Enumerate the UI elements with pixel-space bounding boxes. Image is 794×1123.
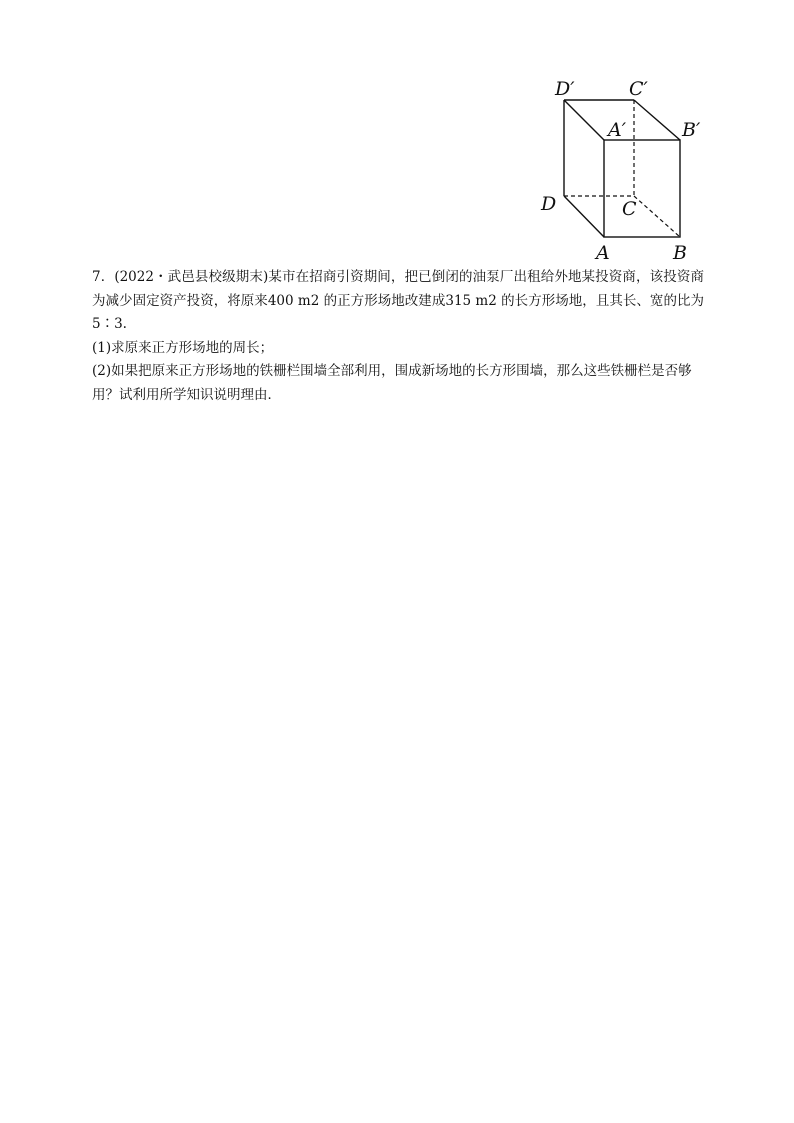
problem-7 (92, 266, 704, 407)
label-a: A (596, 242, 610, 264)
label-d: D (541, 193, 557, 215)
question-2: (2)如果把原来正方形场地的铁栅栏围墙全部利用，围成新场地的长方形围墙，那么这些铁栅栏是否够用？试利用所学知识说明理由． (92, 363, 692, 403)
label-b: B (673, 242, 687, 264)
cube-figure (530, 70, 710, 270)
front-face (604, 140, 680, 237)
cube-diagram (530, 70, 710, 270)
question-1: (1)求原来正方形场地的周长； (92, 339, 274, 356)
label-c-prime: C′ (629, 78, 648, 100)
label-b-prime: B′ (682, 119, 701, 141)
problem-stem: 7．(2022・武邑县校级期末)某市在招商引资期间，把已倒闭的油泵厂出租给外地某投资商，该投资商为减少固定资产投资，将原来400 m2 的正方形场地改建成315 m2 的长方形场地，且其长、宽的比为5∶3. (92, 269, 704, 332)
label-d-prime: D′ (555, 78, 575, 100)
label-c: C (622, 198, 637, 220)
edge-d-a (564, 196, 604, 237)
edge-cprime-bprime (634, 100, 680, 140)
label-a-prime: A′ (608, 119, 627, 141)
edge-dprime-aprime (564, 100, 604, 140)
edge-c-b-hidden (634, 196, 680, 237)
